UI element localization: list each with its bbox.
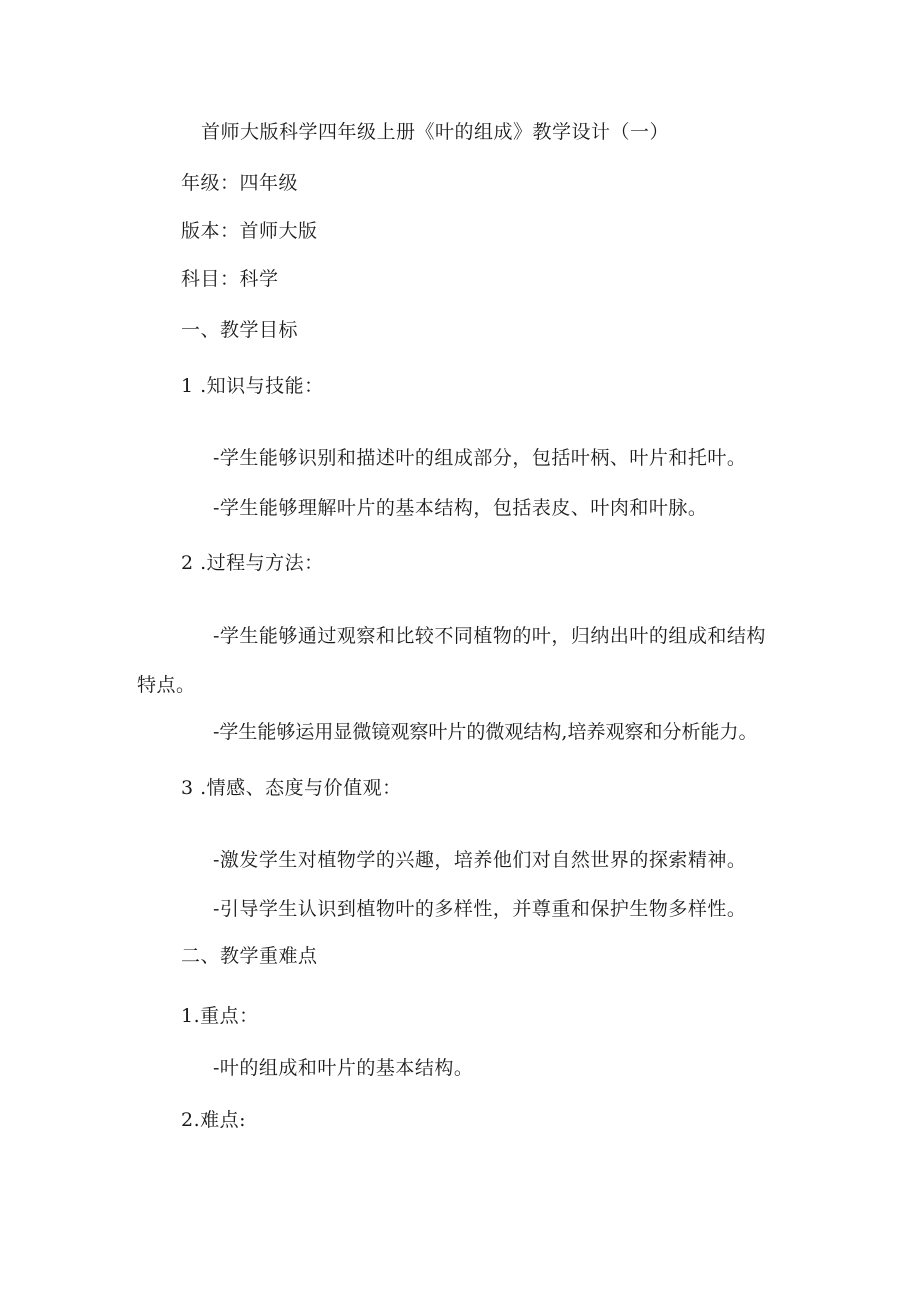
list-item: -学生能够识别和描述叶的组成部分，包括叶柄、叶片和托叶。 bbox=[213, 447, 747, 469]
list-item: -学生能够理解叶片的基本结构，包括表皮、叶肉和叶脉。 bbox=[213, 497, 708, 519]
list-item: -学生能够通过观察和比较不同植物的叶，归纳出叶的组成和结构 bbox=[213, 625, 766, 647]
subject-line: 科目：科学 bbox=[181, 268, 279, 290]
document-title: 首师大版科学四年级上册《叶的组成》教学设计（一） bbox=[201, 121, 670, 143]
subheading-difficult-points: 2.难点: bbox=[181, 1109, 247, 1131]
list-item-continuation: 特点。 bbox=[137, 674, 196, 696]
subheading-key-points: 1.重点： bbox=[181, 1005, 259, 1027]
subheading-process-methods: 2 .过程与方法： bbox=[181, 552, 324, 574]
grade-line: 年级：四年级 bbox=[181, 172, 299, 194]
subheading-attitudes-values: 3 .情感、态度与价值观： bbox=[181, 777, 402, 799]
edition-line: 版本：首师大版 bbox=[181, 220, 318, 242]
section-heading-objectives: 一、教学目标 bbox=[181, 319, 299, 341]
list-item: -引导学生认识到植物叶的多样性，并尊重和保护生物多样性。 bbox=[213, 898, 747, 920]
list-item: -叶的组成和叶片的基本结构。 bbox=[213, 1057, 474, 1079]
list-item: -学生能够运用显微镜观察叶片的微观结构,培养观察和分析能力。 bbox=[213, 721, 758, 743]
section-heading-key-difficult-points: 二、教学重难点 bbox=[181, 945, 318, 967]
subheading-knowledge-skills: 1 .知识与技能： bbox=[181, 375, 324, 397]
list-item: -激发学生对植物学的兴趣，培养他们对自然世界的探索精神。 bbox=[213, 849, 747, 871]
